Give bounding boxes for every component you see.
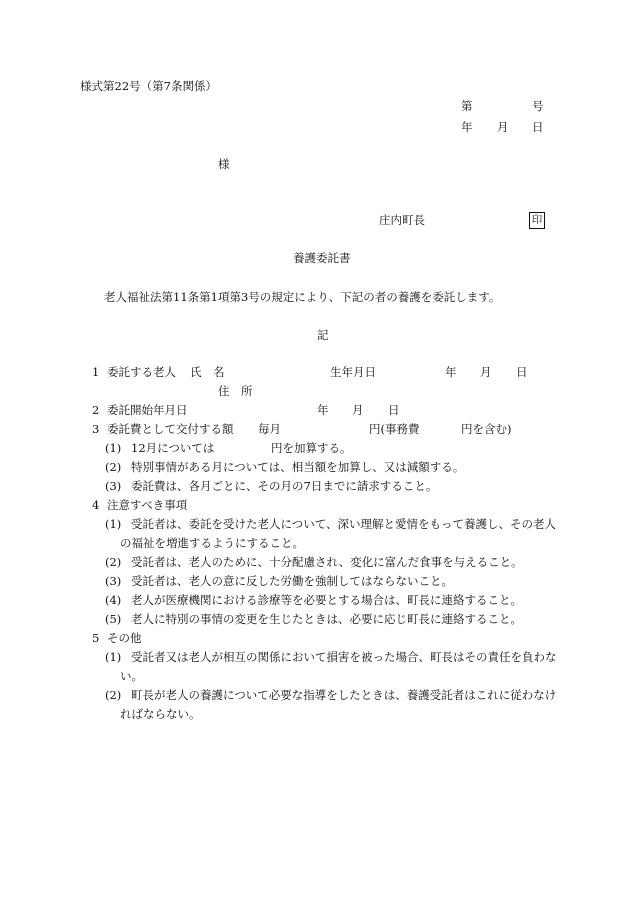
document-number-suffix: 号 — [532, 99, 544, 113]
item-4-sub-number: (4) — [105, 593, 122, 607]
item-1-name-label: 氏 名 — [190, 365, 225, 379]
item-3-sub-text: 特別事情がある月については、相当額を加算し、又は減額する。 — [131, 460, 465, 474]
item-5-sub-number: (2) — [105, 688, 122, 702]
item-5-label: その他 — [107, 631, 142, 645]
item-5-sub-number: (1) — [105, 650, 122, 664]
issue-date-month: 月 — [497, 120, 509, 134]
issuer-title: 庄内町長 — [379, 213, 425, 227]
addressee-honorific: 様 — [218, 157, 230, 171]
item-5-sub-text: 町長が老人の養護について必要な指導をしたときは、養護受託者はこれに従わなけ — [131, 688, 557, 702]
item-4-sub-text: 受託者は、老人の意に反した労働を強制してはならないこと。 — [131, 574, 453, 588]
item-3-included: 円を含む) — [461, 422, 512, 436]
item-1-number: 1 — [92, 365, 100, 379]
form-number-label: 様式第22号（第7条関係） — [80, 79, 217, 93]
item-4-sub-text: 受託者は、委託を受けた老人について、深い理解と愛情をもって養護し、その老人 — [131, 517, 557, 531]
item-3-sub-number: (2) — [105, 460, 122, 474]
issue-date-year: 年 — [461, 120, 473, 134]
item-3-label: 委託費として交付する額 — [107, 422, 234, 436]
item-5-number: 5 — [92, 631, 100, 645]
item-1-birthdate-label: 生年月日 — [330, 365, 376, 379]
item-1-birth-year: 年 — [445, 365, 457, 379]
item-4-sub-text-continued: の福祉を増進するようにすること。 — [120, 536, 304, 550]
seal-mark: 印 — [529, 212, 545, 229]
item-5-sub-text-continued: ればならない。 — [120, 707, 201, 721]
intro-sentence: 老人福祉法第11条第1項第3号の規定により、下記の者の養護を委託します。 — [104, 290, 501, 304]
item-4-sub-number: (2) — [105, 555, 122, 569]
item-3-sub-text: 委託費は、各月ごとに、その月の7日までに請求すること。 — [131, 479, 438, 493]
item-5-sub-text-continued: い。 — [120, 669, 143, 683]
item-4-number: 4 — [92, 498, 100, 512]
item-1-address-label: 住 所 — [218, 384, 253, 398]
item-2-month: 月 — [352, 403, 364, 417]
document-title: 養護委託書 — [293, 251, 351, 265]
item-4-sub-text: 老人が医療機関における診療等を必要とする場合は、町長に連絡すること。 — [131, 593, 522, 607]
item-3-sub-text: 12月については — [131, 441, 215, 455]
item-2-number: 2 — [92, 403, 100, 417]
ki-heading: 記 — [317, 328, 329, 342]
issue-date-day: 日 — [532, 120, 544, 134]
item-4-sub-number: (5) — [105, 612, 122, 626]
item-3-monthly: 毎月 — [258, 422, 281, 436]
document-number-prefix: 第 — [461, 99, 473, 113]
item-2-day: 日 — [388, 403, 400, 417]
item-1-birth-day: 日 — [516, 365, 528, 379]
item-4-sub-text: 受託者は、老人のために、十分配慮され、変化に富んだ食事を与えること。 — [131, 555, 523, 569]
item-4-sub-number: (1) — [105, 517, 122, 531]
item-1-label: 委託する老人 — [107, 365, 176, 379]
item-3-sub-text-tail: 円を加算する。 — [271, 441, 352, 455]
item-4-sub-text: 老人に特別の事情の変更を生じたときは、必要に応じ町長に連絡すること。 — [131, 612, 522, 626]
item-2-label: 委託開始年月日 — [107, 403, 188, 417]
item-4-sub-number: (3) — [105, 574, 122, 588]
item-2-year: 年 — [317, 403, 329, 417]
item-5-sub-text: 受託者又は老人が相互の関係において損害を被った場合、町長はその責任を負わな — [131, 650, 557, 664]
item-3-sub-number: (1) — [105, 441, 122, 455]
item-4-label: 注意すべき事項 — [107, 498, 188, 512]
item-3-office-fee: 円(事務費 — [369, 422, 420, 436]
item-3-sub-number: (3) — [105, 479, 122, 493]
item-1-birth-month: 月 — [480, 365, 492, 379]
item-3-number: 3 — [92, 422, 100, 436]
